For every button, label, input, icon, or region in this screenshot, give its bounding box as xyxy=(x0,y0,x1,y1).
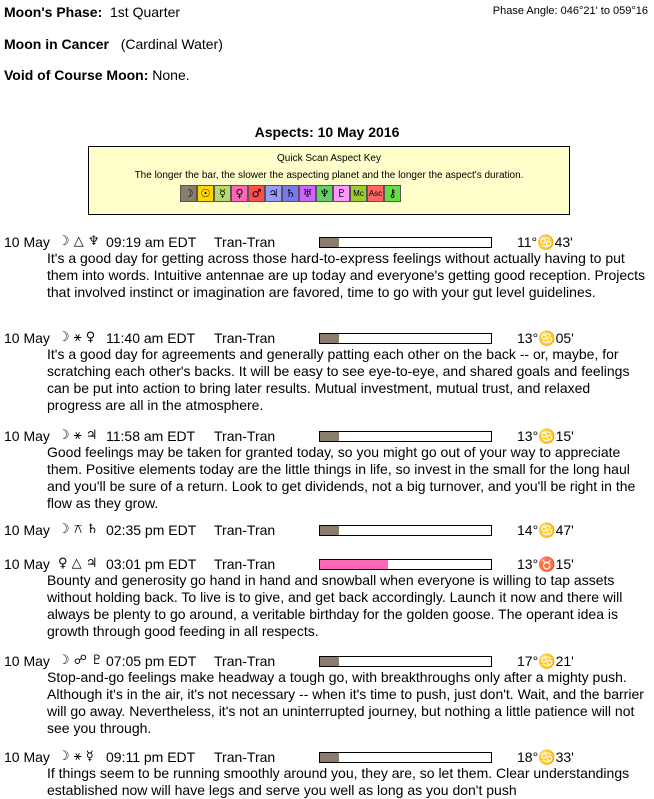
aspect-date: 10 May xyxy=(4,330,50,346)
saturn-icon: ♄ xyxy=(282,185,299,202)
aspect-time: 09:19 am EDT xyxy=(106,234,197,250)
moon-phase-value: 1st Quarter xyxy=(110,4,181,20)
mars-icon: ♂ xyxy=(248,185,265,202)
pluto-icon: ♇ xyxy=(333,185,350,202)
aspect-key-symbols xyxy=(180,185,401,202)
aspect-description: Bounty and generosity go hand in hand and snowball when everyone is willing to tap assets without holding back. To live is to give, and get back accordingly. Launch it now and there will always be plenty to go around, a veritable birthday for the golden goose. The operant idea is growth through good feeding in all respects. xyxy=(47,572,623,639)
aspect-position: 18°♋33' xyxy=(517,749,574,765)
aspect-time: 09:11 pm EDT xyxy=(106,749,196,765)
aspect-time: 02:35 pm EDT xyxy=(106,522,197,538)
aspect-description: If things seem to be running smoothly around you, they are, so let them. Clear understandings established now will have legs and serve you well as long as you don't push xyxy=(47,765,630,798)
aspect-position: 11°♋43' xyxy=(517,234,573,250)
moon-sign-line xyxy=(4,36,223,52)
duration-bar xyxy=(319,237,492,248)
mercury-icon: ☿ xyxy=(214,185,231,202)
duration-bar-fill xyxy=(320,560,388,569)
aspect-type: Tran-Tran xyxy=(214,653,276,669)
aspect-type: Tran-Tran xyxy=(214,556,276,572)
duration-bar-fill xyxy=(320,238,339,247)
void-of-course-line xyxy=(4,67,190,83)
sun-icon: ☉ xyxy=(197,185,214,202)
aspect-date: 10 May xyxy=(4,653,50,669)
aspect-type: Tran-Tran xyxy=(214,428,276,444)
aspect-date: 10 May xyxy=(4,522,50,538)
aspect-key-description: The longer the bar, the slower the aspecting planet and the longer the aspect's duration. xyxy=(134,170,524,181)
aspect-description: Stop-and-go feelings make headway a tough go, with breakthroughs only after a mighty push. Although it's in the air, it's not necessary -- when it's time to push, just don't. Wait, and the barrier will go away. Nevertheless, it's not an uninterrupted journey, but nothing a little patience will not see you through. xyxy=(47,669,644,736)
duration-bar-fill xyxy=(320,334,339,343)
aspect-date: 10 May xyxy=(4,234,50,250)
aspect-type: Tran-Tran xyxy=(214,234,276,250)
aspect-glyphs: ☽ ⚹ ♀ xyxy=(58,330,96,345)
duration-bar xyxy=(319,559,492,570)
duration-bar-fill xyxy=(320,526,339,535)
uranus-icon: ♅ xyxy=(299,185,316,202)
aspect-position: 17°♋21' xyxy=(517,653,574,669)
moon-sign-label: Moon in Cancer xyxy=(4,36,110,52)
aspect-type: Tran-Tran xyxy=(214,749,276,765)
phase-angle: Phase Angle: 046°21' to 059°16 xyxy=(492,5,648,17)
duration-bar xyxy=(319,656,492,667)
duration-bar xyxy=(319,333,492,344)
moon-phase-label: Moon's Phase: xyxy=(4,4,103,20)
duration-bar-fill xyxy=(320,657,339,666)
aspect-time: 11:40 am EDT xyxy=(106,330,196,346)
moon-icon: ☽ xyxy=(180,185,197,202)
aspect-glyphs: ☽ ☍ ♇ xyxy=(58,653,103,668)
moon-phase-line xyxy=(4,4,180,20)
venus-icon: ♀ xyxy=(231,185,248,202)
aspect-description: It's a good day for agreements and generally patting each other on the back -- or, maybe, for scratching each other's backs. It will be easy to see eye-to-eye, and shared goals and feelings can be put into action to bring later results. Mutual investment, mutual trust, and relaxed progress are all in the atmosphere. xyxy=(47,346,630,413)
aspect-position: 13°♉15' xyxy=(517,556,574,572)
duration-bar xyxy=(319,525,492,536)
aspect-key-box xyxy=(88,146,570,215)
duration-bar-fill xyxy=(320,753,339,762)
aspect-time: 03:01 pm EDT xyxy=(106,556,197,572)
chiron-icon: ⚷ xyxy=(384,185,401,202)
aspect-glyphs: ♀ △ ♃ xyxy=(58,556,98,571)
duration-bar xyxy=(319,752,492,763)
aspect-time: 07:05 pm EDT xyxy=(106,653,197,669)
aspect-description: It's a good day for getting across those hard-to-express feelings without actually having to put them into words. Intuitive antennae are up today and everyone's getting good reception. Projects that involved instinct or imagination are favored, time to go with your gut level guidelines. xyxy=(47,250,646,300)
void-of-course-value: None. xyxy=(152,67,190,83)
aspect-date: 10 May xyxy=(4,749,50,765)
void-of-course-label: Void of Course Moon: xyxy=(4,67,149,83)
aspect-description: Good feelings may be taken for granted today, so you might go out of your way to appreciate them. Positive elements today are the little things in life, so invest in the small for the long haul and you'll be sure of a return. Look to get dividends, not a big turnover, and you'll be right in the flow as they grow. xyxy=(47,444,636,511)
aspect-date: 10 May xyxy=(4,556,50,572)
aspect-position: 13°♋15' xyxy=(517,428,574,444)
aspects-title: Aspects: 10 May 2016 xyxy=(254,124,400,140)
aspect-position: 14°♋47' xyxy=(517,522,574,538)
aspect-glyphs: ☽ ⚹ ☿ xyxy=(58,749,94,764)
aspect-position: 13°♋05' xyxy=(517,330,574,346)
aspect-type: Tran-Tran xyxy=(214,330,276,346)
aspect-glyphs: ☽ ⚻ ♄ xyxy=(58,522,99,537)
moon-sign-value: (Cardinal Water) xyxy=(120,36,223,52)
aspect-key-title: Quick Scan Aspect Key xyxy=(277,153,381,164)
aspect-glyphs: ☽ △ ♆ xyxy=(58,234,100,249)
duration-bar xyxy=(319,431,492,442)
aspect-time: 11:58 am EDT xyxy=(106,428,196,444)
aspect-type: Tran-Tran xyxy=(214,522,276,538)
aspect-glyphs: ☽ ⚹ ♃ xyxy=(58,428,98,443)
midheaven-icon: Mc xyxy=(350,185,367,202)
duration-bar-fill xyxy=(320,432,339,441)
aspect-header-line xyxy=(0,522,654,540)
neptune-icon: ♆ xyxy=(316,185,333,202)
ascendant-icon: Asc xyxy=(367,185,384,202)
jupiter-icon: ♃ xyxy=(265,185,282,202)
aspect-date: 10 May xyxy=(4,428,50,444)
